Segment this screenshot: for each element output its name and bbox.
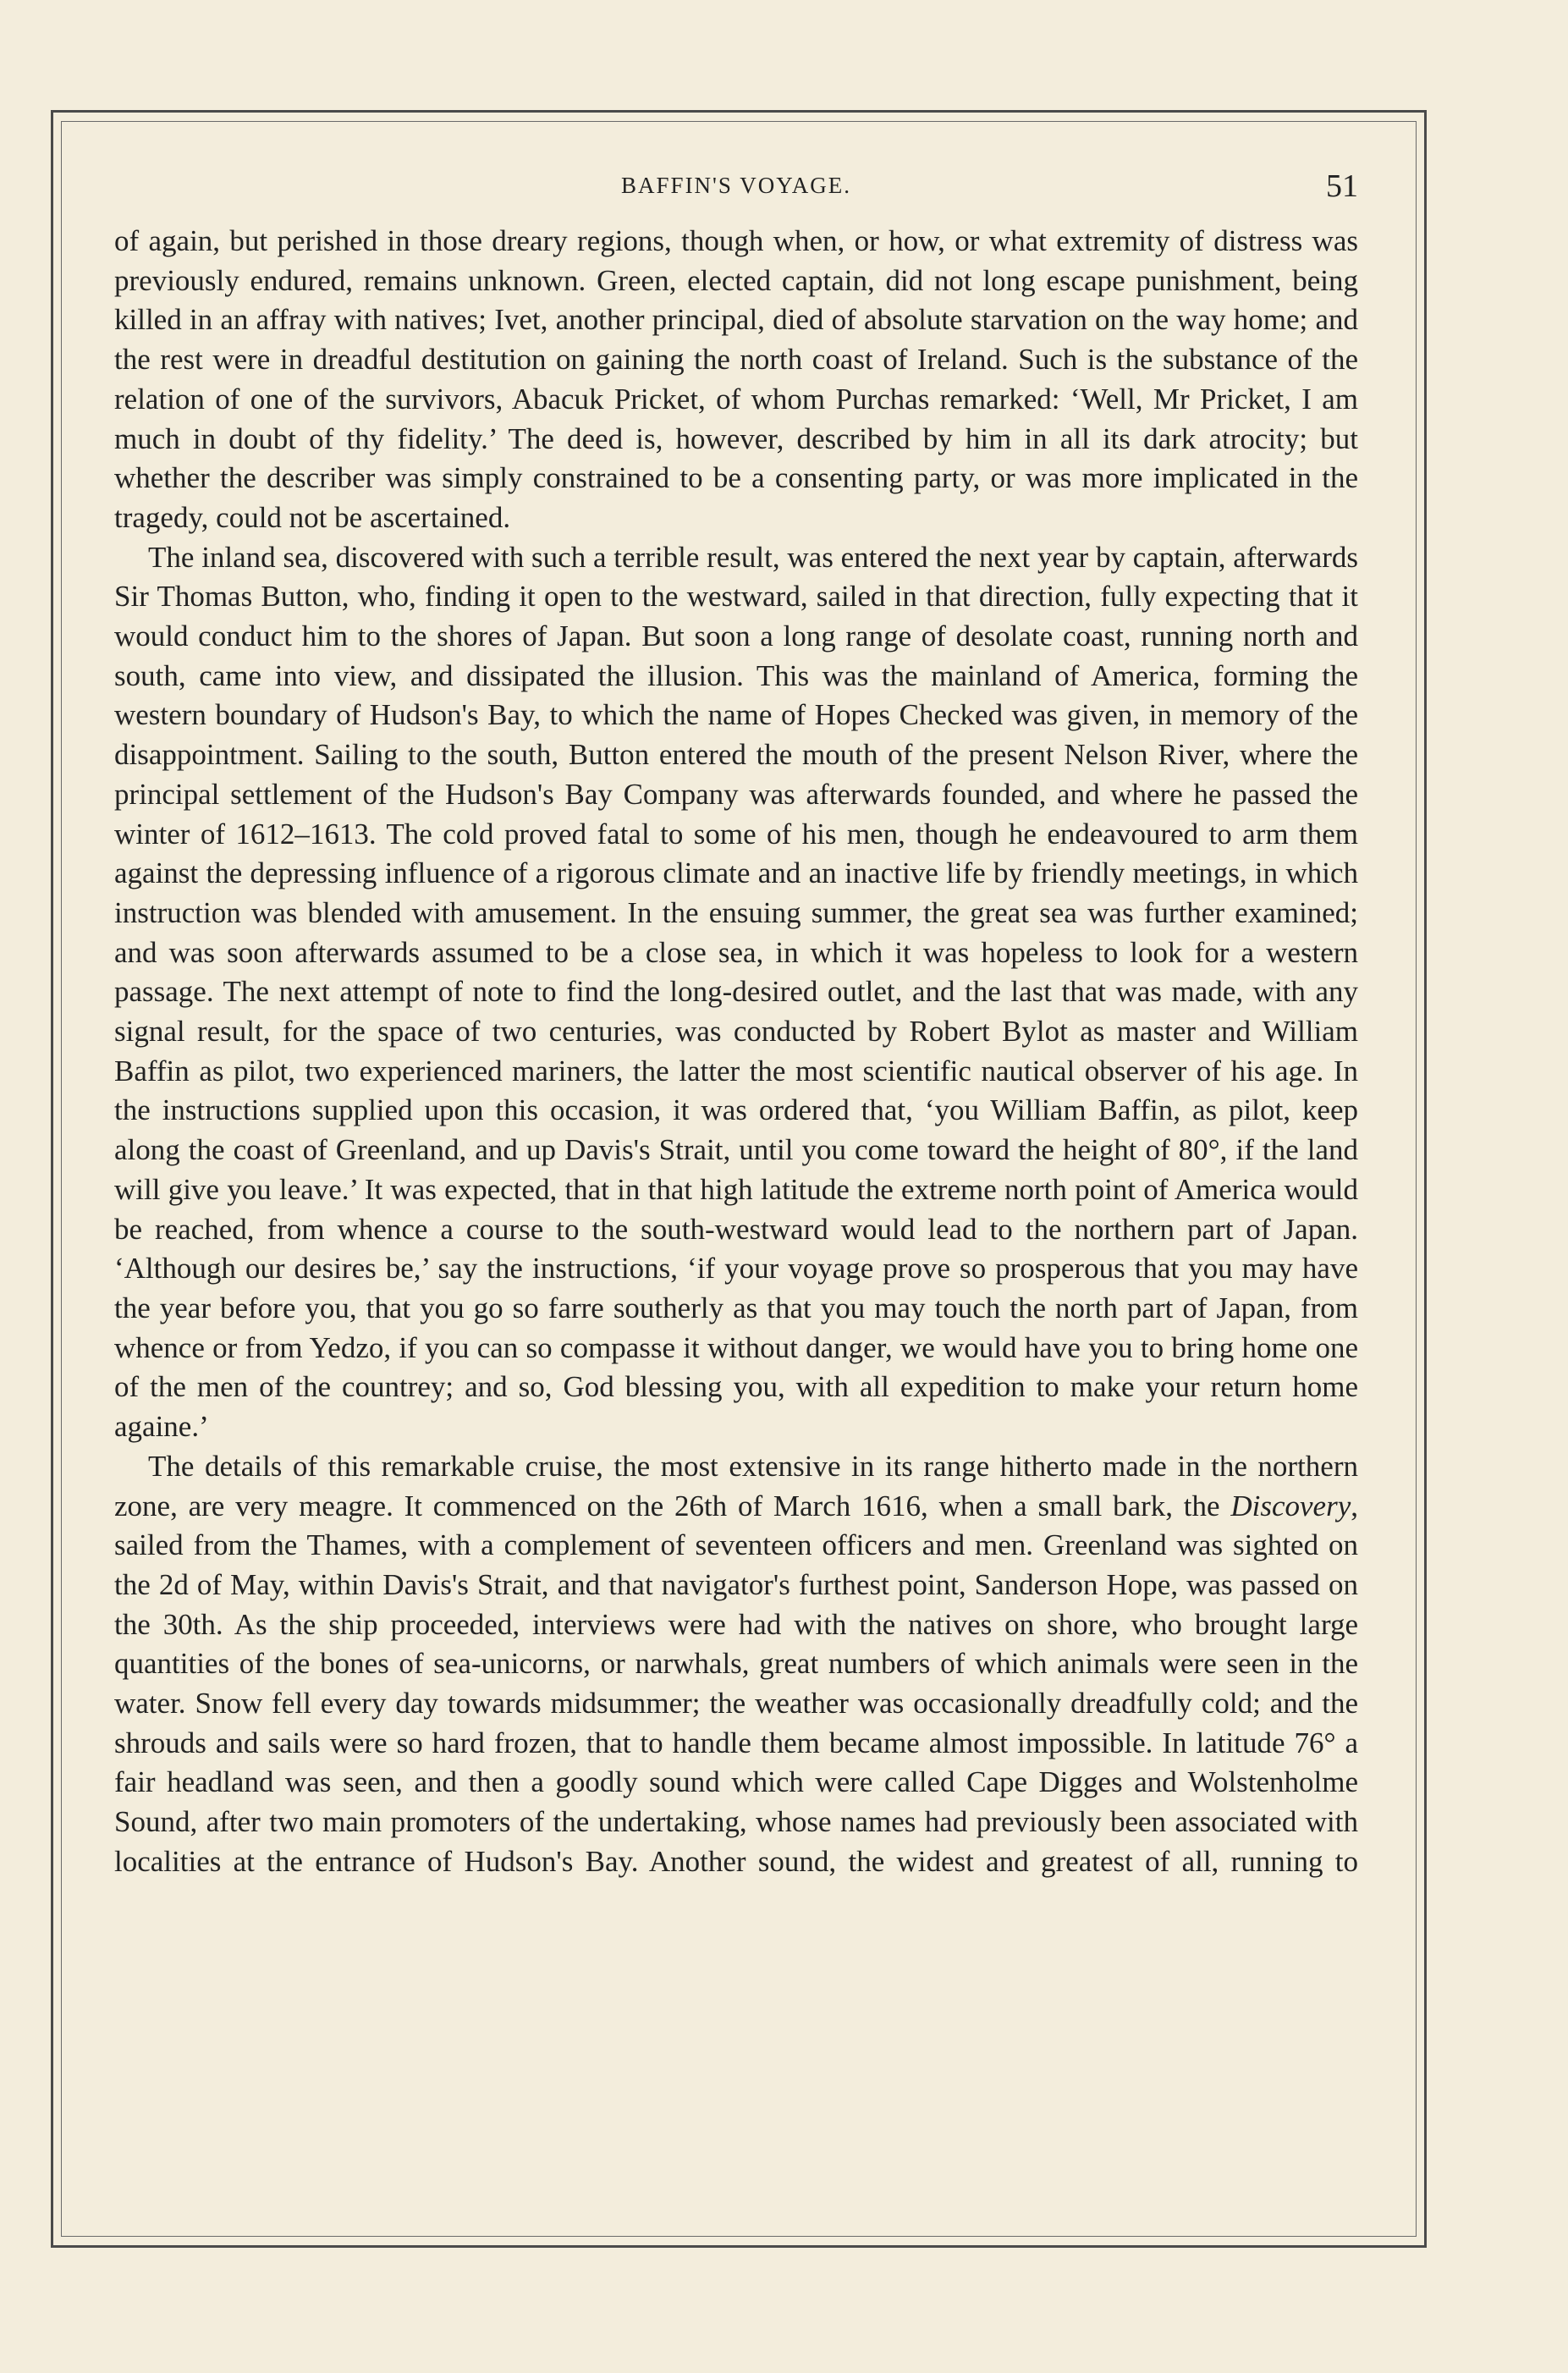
paragraph-continued: of again, but perished in those dreary regions, though when, or how, or what extremity of distress was previously endured, remains unknown. Green, elected captain, did not long escape punishment, being killed in an affray with natives; Ivet, another principal, died of absolute starvation on the way home; and the rest were in dreadful destitution on gaining the north coast of Ireland. Such is the substance of the relation of one of the survivors, Abacuk Pricket, of whom Purchas remarked: ‘Well, Mr Pricket, I am much in doubt of thy fidelity.’ The deed is, however, described by him in all its dark atrocity; but whether the describer was simply constrained to be a consenting party, or was more implicated in the tragedy, could not be ascertained. [114, 224, 1358, 534]
paragraph-baffin-cruise [114, 1447, 1358, 1882]
paragraph-text-segment: , sailed from the Thames, with a complement of seventeen officers and men. Greenland was sighted on the 2d of May, within Davis's Strait, and that navigator's furthest point, Sanderson Hope, was passed on the 30th. As the ship proceeded, interviews were had with the natives on shore, who brought large quantities of the bones of sea-unicorns, or narwhals, great numbers of which animals were seen in the water. Snow fell every day towards midsummer; the weather was occasionally dreadfully cold; and the shrouds and sails were so hard frozen, that to handle them became almost impossible. In latitude 76° a fair headland was seen, and then a goodly sound which were called Cape Digges and Wolstenholme Sound, after two main promoters of the undertaking, whose names had previously been associated with localities at the entrance of Hudson's Bay. Another sound, the widest and greatest of all, running to [114, 1489, 1358, 1878]
body-text [114, 222, 1358, 1882]
page-number: 51 [1326, 168, 1358, 204]
ship-name: Discovery [1230, 1489, 1351, 1522]
running-title: BAFFIN'S VOYAGE. [621, 173, 851, 198]
page-header [114, 168, 1358, 205]
paragraph-inland-sea: The inland sea, discovered with such a terrible result, was entered the next year by captain, afterwards Sir Thomas Button, who, finding it open to the westward, sailed in that direction, fully expecting that it would conduct him to the shores of Japan. But soon a long range of desolate coast, running north and south, came into view, and dissipated the illusion. This was the mainland of America, forming the western boundary of Hudson's Bay, to which the name of Hopes Checked was given, in memory of the disappointment. Sailing to the south, Button entered the mouth of the present Nelson River, where the principal settlement of the Hudson's Bay Company was afterwards founded, and where he passed the winter of 1612–1613. The cold proved fatal to some of his men, though he endeavoured to arm them against the depressing influence of a rigorous climate and an inactive life by friendly meetings, in which instruction was blended with amusement. In the ensuing summer, the great sea was further examined; and was soon afterwards assumed to be a close sea, in which it was hopeless to look for a western passage. The next attempt of note to find the long-desired outlet, and the last that was made, with any signal result, for the space of two centuries, was conducted by Robert Bylot as master and William Baffin as pilot, two experienced mariners, the latter the most scientific nautical observer of his age. In the instructions supplied upon this occasion, it was ordered that, ‘you William Baffin, as pilot, keep along the coast of Greenland, and up Davis's Strait, until you come toward the height of 80°, if the land will give you leave.’ It was expected, that in that high latitude the extreme north point of America would be reached, from whence a course to the south-westward would lead to the northern part of Japan. ‘Although our desires be,’ say the instructions, ‘if your voyage prove so prosperous that you may have the year before you, that you go so farre southerly as that you may touch the north part of Japan, from whence or from Yedzo, if you can so compasse it without danger, we would have you to bring home one of the men of the countrey; and so, God blessing you, with all expedition to make your return home againe.’ [114, 540, 1358, 1444]
paragraph-text-segment: The details of this remarkable cruise, the most extensive in its range hitherto made in the northern zone, are very meagre. It commenced on the 26th of March 1616, when a small bark, the [114, 1449, 1358, 1522]
